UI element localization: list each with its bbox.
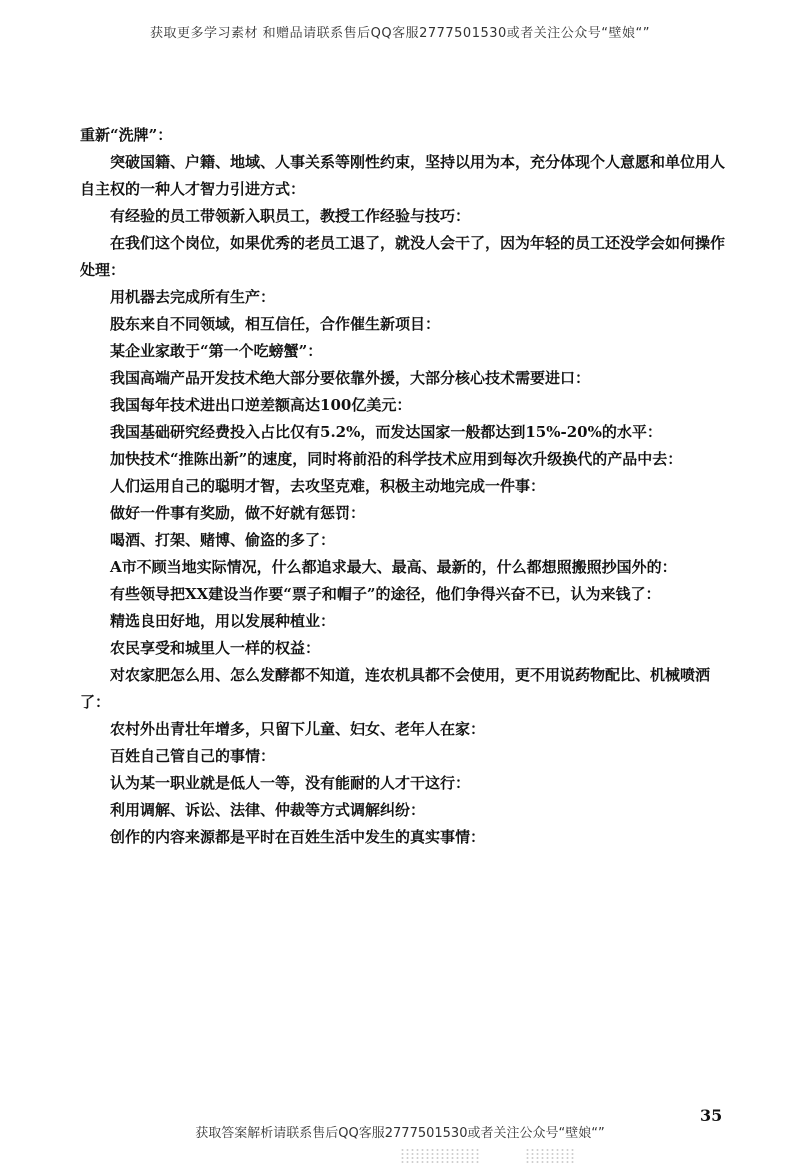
paragraph: 人们运用自己的聪明才智，去攻坚克难，积极主动地完成一件事： xyxy=(110,477,546,495)
paragraph: 我国高端产品开发技术绝大部分要依靠外援，大部分核心技术需要进口： xyxy=(110,369,591,387)
paragraph: 利用调解、诉讼、法律、仲裁等方式调解纠纷： xyxy=(110,801,426,819)
paragraph: 百姓自己管自己的事情： xyxy=(110,747,276,765)
paragraph: 创作的内容来源都是平时在百姓生活中发生的真实事情： xyxy=(110,828,486,846)
paragraph: 我国基础研究经费投入占比仅有5.2%，而发达国家一般都达到15%-20%的水平： xyxy=(110,423,662,441)
page-number: 35 xyxy=(700,1106,723,1125)
document-body xyxy=(80,122,730,851)
paragraph: 对农家肥怎么用、怎么发酵都不知道，连农机具都不会使用，更不用说药物配比、机械喷洒了： xyxy=(80,666,711,711)
paragraph: 我国每年技术进出口逆差额高达100亿美元： xyxy=(110,396,412,414)
paragraph: 精选良田好地，用以发展种植业： xyxy=(110,612,336,630)
paragraph: 农村外出青壮年增多，只留下儿童、妇女、老年人在家： xyxy=(110,720,486,738)
paragraph: 有经验的员工带领新入职员工，教授工作经验与技巧： xyxy=(110,207,471,225)
paragraph: 认为某一职业就是低人一等，没有能耐的人才干这行： xyxy=(110,774,471,792)
header-watermark-note: 获取更多学习素材 和赠品请联系售后QQ客服2777501530或者关注公众号“壁娘“” xyxy=(149,26,650,41)
paragraph: 喝酒、打架、赌博、偷盗的多了： xyxy=(110,531,336,549)
scan-noise xyxy=(400,1148,480,1164)
paragraph: 做好一件事有奖励，做不好就有惩罚： xyxy=(110,504,366,522)
paragraph: A市不顾当地实际情况，什么都追求最大、最高、最新的，什么都想照搬照抄国外的： xyxy=(110,558,677,576)
scan-noise xyxy=(525,1148,575,1164)
paragraph: 在我们这个岗位，如果优秀的老员工退了，就没人会干了，因为年轻的员工还没学会如何操作处理： xyxy=(80,234,726,279)
paragraph: 加快技术“推陈出新”的速度，同时将前沿的科学技术应用到每次升级换代的产品中去： xyxy=(110,450,683,468)
footer-watermark-note: 获取答案解析请联系售后QQ客服2777501530或者关注公众号“壁娘“” xyxy=(195,1126,605,1141)
paragraph: 有些领导把XX建设当作要“票子和帽子”的途径，他们争得兴奋不已，认为来钱了： xyxy=(110,585,661,603)
paragraph: 农民享受和城里人一样的权益： xyxy=(110,639,321,657)
paragraph: 股东来自不同领域，相互信任，合作催生新项目： xyxy=(110,315,441,333)
paragraph: 重新“洗牌”： xyxy=(80,126,173,144)
paragraph: 某企业家敢于“第一个吃螃蟹”： xyxy=(110,342,323,360)
paragraph: 用机器去完成所有生产： xyxy=(110,288,276,306)
paragraph: 突破国籍、户籍、地域、人事关系等刚性约束，坚持以用为本，充分体现个人意愿和单位用人自主权的一种人才智力引进方式： xyxy=(80,153,726,198)
